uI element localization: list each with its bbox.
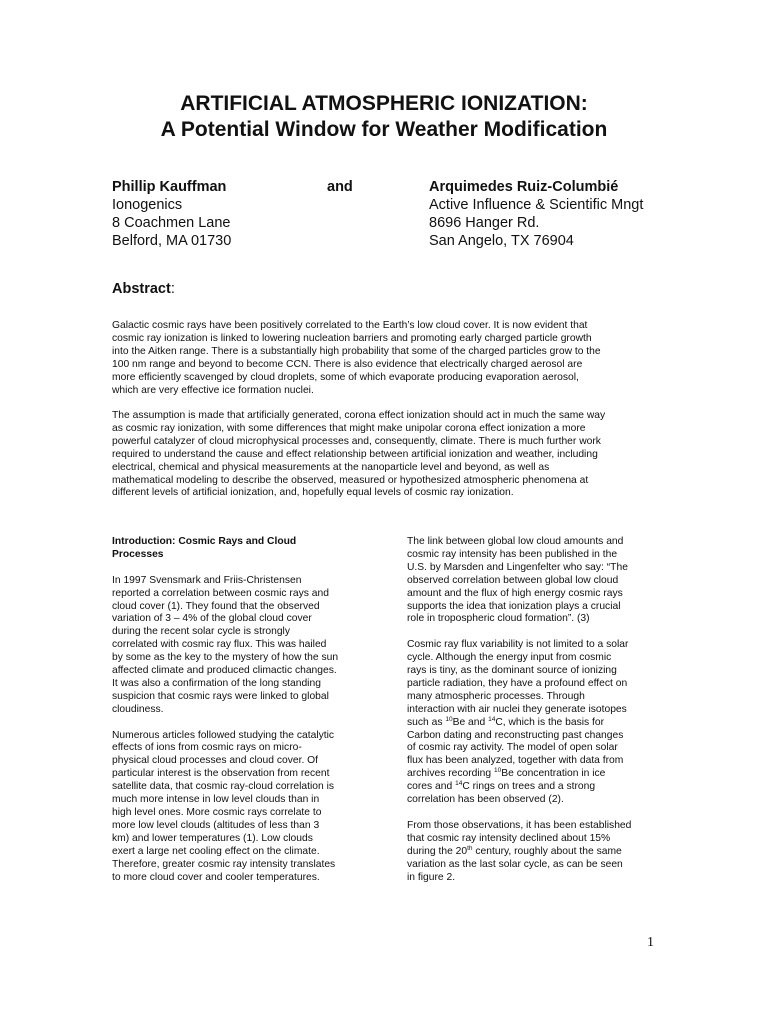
text-line: more low level clouds (altitudes of less than 3 <box>112 819 320 831</box>
author-city: Belford, MA 01730 <box>112 233 232 249</box>
text-line: interaction with air nuclei they generate isotopes <box>407 703 627 715</box>
text-line: particular interest is the observation from recent <box>112 768 330 780</box>
text-fragment: such as <box>407 716 446 728</box>
text-line: The link between global low cloud amounts and <box>407 536 624 547</box>
text-line: The assumption is made that artificially generated, corona effect ionization should act in much the same way <box>112 410 606 421</box>
text-line: required to understand the cause and effect relationship between artificial ionization and weather, including <box>112 448 598 460</box>
text-line: reported a correlation between cosmic rays and <box>112 587 329 599</box>
paper-title <box>0 91 768 143</box>
text-line: Carbon dating and reconstructing past changes <box>407 729 624 741</box>
text-line: cloud cover (1). They found that the observed <box>112 600 320 612</box>
text-line: into the Aitken range. There is a substantially high probability that some of the charged particles grow to the <box>112 345 601 357</box>
author-name: Arquimedes Ruiz-Columbié <box>429 179 619 195</box>
text-line: cloudiness. <box>112 703 164 715</box>
text-line <box>407 717 657 730</box>
text-line: exert a large net cooling effect on the climate. <box>112 845 320 857</box>
text-line: km) and lower temperatures (1). Low clouds <box>112 832 313 844</box>
text-line: during the recent solar cycle is strongly <box>112 626 290 638</box>
isotope-superscript: 10 <box>494 767 502 775</box>
text-line: 100 nm range and beyond to become CCN. There is also evidence that electrically charged aerosol are <box>112 358 583 370</box>
text-line: flux has been analyzed, together with data from <box>407 755 624 767</box>
text-line: It was also a confirmation of the long standing <box>112 677 321 689</box>
text-line: cosmic ray ionization is linked to lowering nucleation barriers and promoting early charged particle growth <box>112 332 592 344</box>
isotope-superscript: 14 <box>455 780 463 788</box>
text-line: cycle. Although the energy input from cosmic <box>407 652 612 664</box>
text-line: affected climate and produced climactic changes. <box>112 665 337 677</box>
text-fragment: Be and <box>452 716 489 728</box>
text-line: as cosmic ray ionization, with some differences that might make unipolar corona effect ionization a more <box>112 422 586 434</box>
title-line-1: ARTIFICIAL ATMOSPHERIC IONIZATION: <box>180 92 588 115</box>
author-city: San Angelo, TX 76904 <box>429 233 574 249</box>
text-fragment: Be concentration in ice <box>501 768 606 780</box>
text-fragment: C rings on trees and a strong <box>462 781 596 793</box>
text-fragment: cores and <box>407 781 456 793</box>
text-line: suspicion that cosmic rays were linked to global <box>112 690 329 702</box>
abstract-heading <box>112 281 175 297</box>
section-heading: Processes <box>112 548 164 560</box>
text-line: different levels of artificial ionization, and, hopefully equal levels of cosmic ray ionization. <box>112 487 514 499</box>
text-line: role in tropospheric cloud formation”. (3) <box>407 613 590 625</box>
title-line-2: A Potential Window for Weather Modification <box>160 118 608 141</box>
text-line: by some as the key to the mystery of how the sun <box>112 652 339 664</box>
text-fragment: century, roughly about the same <box>472 845 622 857</box>
text-line: that cosmic ray intensity declined about 15% <box>407 832 611 844</box>
text-line: correlated with cosmic ray flux. This was hailed <box>112 639 327 651</box>
text-line: more efficiently scavenged by cloud droplets, some of which evaporate producing evaporation aerosol, <box>112 371 579 383</box>
text-line: electrical, chemical and physical measurements at the nanoparticle level and beyond, as well as <box>112 461 550 473</box>
author-street: 8696 Hanger Rd. <box>429 215 540 231</box>
text-fragment: C, which is the basis for <box>495 716 605 728</box>
text-line: In 1997 Svensmark and Friis-Christensen <box>112 574 302 586</box>
text-line: satellite data, that cosmic ray-cloud correlation is <box>112 781 335 793</box>
abstract-heading-colon: : <box>170 281 175 297</box>
text-line: Therefore, greater cosmic ray intensity translates <box>112 858 336 870</box>
abstract-paragraph-1 <box>112 320 660 397</box>
section-heading: Introduction: Cosmic Rays and Cloud <box>112 536 297 547</box>
text-line: much more intense in low level clouds than in <box>112 794 320 806</box>
text-line: to more cloud cover and cooler temperatures. <box>112 871 320 883</box>
text-line: observed correlation between global low cloud <box>407 574 619 586</box>
body-column-right <box>407 536 657 884</box>
text-line: effects of ions from cosmic rays on micro- <box>112 742 302 754</box>
text-line: high level ones. More cosmic rays correlate to <box>112 807 322 818</box>
text-line: in figure 2. <box>407 871 456 883</box>
author-conjunction: and <box>327 179 353 195</box>
text-line: variation of 3 – 4% of the global cloud cover <box>112 613 312 625</box>
text-line: many atmospheric processes. Through <box>407 690 585 702</box>
text-line <box>407 768 657 781</box>
author-affiliation: Active Influence & Scientific Mngt <box>429 197 644 213</box>
text-line: particle radiation, they have a profound effect on <box>407 677 628 689</box>
text-line: U.S. by Marsden and Lingenfelter who say: “The <box>407 561 628 573</box>
text-line: which are very effective ice formation nuclei. <box>112 384 314 396</box>
author-affiliation: Ionogenics <box>112 197 183 213</box>
text-line: physical cloud processes and cloud cover. Of <box>112 755 319 767</box>
author-street: 8 Coachmen Lane <box>112 215 231 231</box>
ordinal-superscript: th <box>467 844 473 852</box>
text-line: amount and the flux of high energy cosmic rays <box>407 587 623 599</box>
text-line: powerful catalyzer of cloud microphysical processes and, consequently, climate. There is much further work <box>112 435 601 447</box>
text-fragment: archives recording <box>407 768 494 780</box>
page-number: 1 <box>647 935 654 950</box>
text-line <box>407 846 657 859</box>
isotope-superscript: 10 <box>445 715 453 723</box>
isotope-superscript: 14 <box>488 715 496 723</box>
text-line: Numerous articles followed studying the catalytic <box>112 729 335 741</box>
abstract-heading-text: Abstract <box>112 281 171 297</box>
author-left <box>112 178 231 250</box>
text-line: of cosmic ray activity. The model of open solar <box>407 742 618 754</box>
text-line: Cosmic ray flux variability is not limited to a solar <box>407 639 629 651</box>
text-line: variation as the last solar cycle, as can be seen <box>407 858 623 870</box>
text-line: Galactic cosmic rays have been positively correlated to the Earth’s low cloud cover. It is now evident that <box>112 320 588 331</box>
text-line: correlation has been observed (2). <box>407 794 564 806</box>
text-line: mathematical modeling to describe the observed, measured or hypothesized atmospheric phenomena at <box>112 474 589 486</box>
text-line: rays is tiny, as the dominant source of ionizing <box>407 665 617 677</box>
text-line: From those observations, it has been established <box>407 819 632 831</box>
author-name: Phillip Kauffman <box>112 179 227 195</box>
text-fragment: during the 20 <box>407 845 468 857</box>
text-line: supports the idea that ionization plays a crucial <box>407 600 621 612</box>
abstract-paragraph-2 <box>112 410 660 500</box>
body-column-left <box>112 536 352 884</box>
text-line <box>407 781 657 794</box>
author-right <box>429 178 643 250</box>
text-line: cosmic ray intensity has been published in the <box>407 548 618 560</box>
